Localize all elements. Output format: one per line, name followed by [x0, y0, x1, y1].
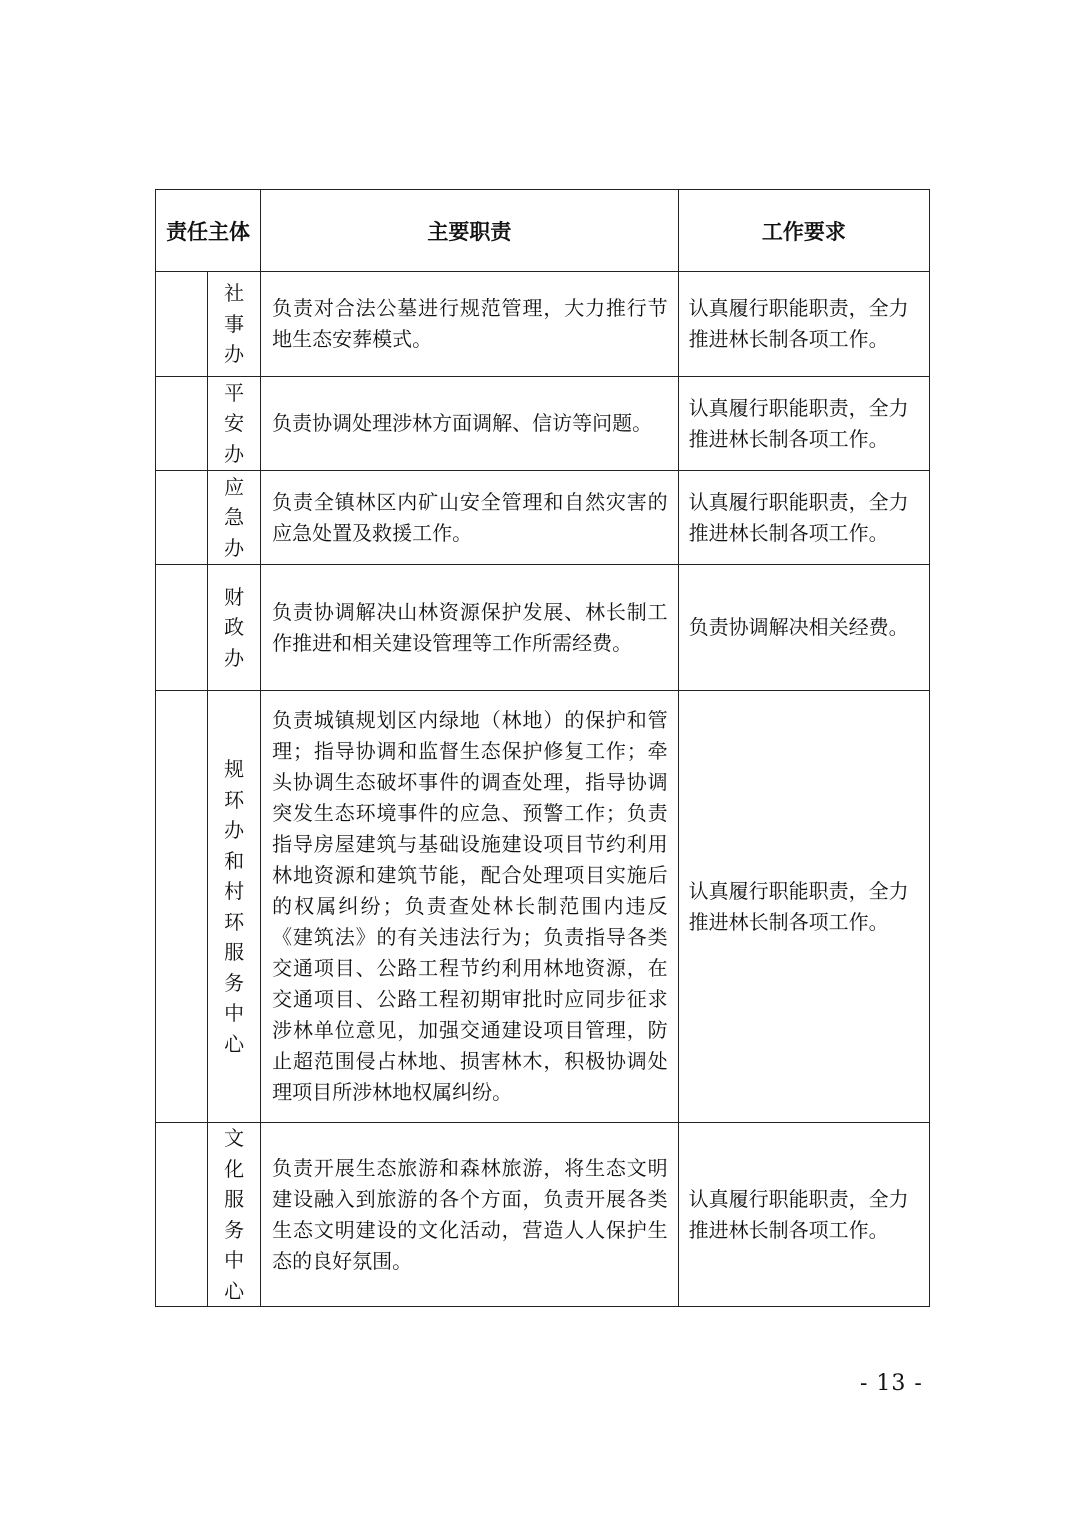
table-body	[156, 272, 930, 1307]
requirement-text: 负责协调解决相关经费。	[688, 615, 909, 639]
entity-name-char: 化	[224, 1156, 245, 1181]
entity-name-char: 心	[224, 1031, 245, 1056]
entity-name-char: 服	[224, 1187, 245, 1211]
duty-text: 负责城镇规划区内绿地（林地）的保护和管理；指导协调和监督生态保护修复工作；牵头协调生态破坏事件的调查处理，指导协调突发生态环境事件的应急、预警工作；负责指导房屋建筑与基础设施建设项目节约利用林地资源和建筑节能，配合处理项目实施后的权属纠纷；负责查处林长制范围内违反《建筑法》的有关违法行为；负责指导各类交通项目、公路工程节约利用林地资源，在交通项目、公路工程初期审批时应同步征求涉林单位意见，加强交通建设项目管理，防止超范围侵占林地、损害林木，积极协调处理项目所涉林地权属纠纷。	[272, 708, 668, 1104]
duty-text: 负责开展生态旅游和森林旅游，将生态文明建设融入到旅游的各个方面，负责开展各类生态文明建设的文化活动，营造人人保护生态的良好氛围。	[272, 1155, 668, 1273]
duty-cell	[261, 471, 679, 565]
duty-text: 负责协调解决山林资源保护发展、林长制工作推进和相关建设管理等工作所需经费。	[272, 599, 668, 655]
entity-name-char: 政	[224, 615, 245, 640]
entity-name-char: 办	[224, 535, 245, 560]
duty-cell	[261, 691, 679, 1123]
entity-group-cell	[156, 565, 208, 691]
page-number: - 13 -	[860, 1371, 923, 1396]
entity-name-char: 办	[224, 645, 245, 670]
entity-group-cell	[156, 471, 208, 565]
entity-name	[208, 582, 260, 674]
requirement-text: 认真履行职能职责，全力推进林长制各项工作。	[688, 878, 909, 934]
requirement-cell	[678, 377, 929, 471]
entity-name-cell	[208, 565, 261, 691]
requirement-text: 认真履行职能职责，全力推进林长制各项工作。	[688, 395, 909, 451]
requirement-cell	[678, 691, 929, 1123]
table-row	[156, 691, 930, 1123]
duty-text: 负责协调处理涉林方面调解、信访等问题。	[272, 411, 653, 435]
entity-name	[208, 472, 260, 564]
entity-name-char: 和	[224, 848, 245, 873]
table-row	[156, 272, 930, 377]
entity-name-char: 心	[224, 1278, 245, 1303]
entity-name-char: 社	[224, 281, 245, 306]
entity-name	[208, 278, 260, 370]
entity-name-char: 中	[224, 1248, 245, 1272]
entity-name-char: 办	[224, 342, 245, 367]
entity-name-char: 事	[224, 311, 245, 336]
entity-name-char: 急	[224, 505, 245, 530]
entity-name-char: 务	[224, 970, 245, 995]
entity-name-cell	[208, 272, 261, 377]
responsibility-table	[155, 189, 930, 1307]
entity-name-cell	[208, 1123, 261, 1307]
entity-name-char: 安	[224, 411, 245, 436]
table-row	[156, 471, 930, 565]
duty-text: 负责全镇林区内矿山安全管理和自然灾害的应急处置及救援工作。	[272, 489, 668, 545]
entity-name-char: 中	[224, 1001, 245, 1025]
entity-name-char: 环	[224, 909, 245, 934]
requirement-cell	[678, 565, 929, 691]
requirement-text: 认真履行职能职责，全力推进林长制各项工作。	[688, 296, 909, 351]
entity-name	[208, 1123, 260, 1306]
entity-name-char: 应	[224, 474, 245, 499]
header-duty: 主要职责	[261, 190, 679, 272]
header-requirement: 工作要求	[678, 190, 929, 272]
header-entity: 责任主体	[156, 190, 261, 272]
entity-group-cell	[156, 1123, 208, 1307]
entity-group-cell	[156, 377, 208, 471]
entity-group-cell	[156, 691, 208, 1123]
table-row	[156, 1123, 930, 1307]
entity-name-char: 办	[224, 441, 245, 466]
requirement-cell	[678, 1123, 929, 1307]
requirement-text: 认真履行职能职责，全力推进林长制各项工作。	[688, 489, 909, 545]
entity-name-char: 规	[224, 757, 245, 781]
entity-name-char: 文	[224, 1126, 245, 1150]
requirement-text: 认真履行职能职责，全力推进林长制各项工作。	[688, 1186, 909, 1242]
entity-name-char: 平	[224, 380, 245, 405]
duty-cell	[261, 1123, 679, 1307]
duty-cell	[261, 377, 679, 471]
entity-name-char: 务	[224, 1217, 245, 1242]
table-header-row	[156, 190, 930, 272]
entity-name-char: 服	[224, 940, 245, 964]
entity-name	[208, 378, 260, 470]
entity-name-char: 财	[224, 584, 245, 609]
table-row	[156, 377, 930, 471]
table-row	[156, 565, 930, 691]
requirement-cell	[678, 272, 929, 377]
entity-name	[208, 754, 260, 1059]
entity-name-char: 环	[224, 787, 245, 812]
duty-cell	[261, 565, 679, 691]
entity-name-char: 办	[224, 818, 245, 842]
entity-name-char: 村	[224, 879, 245, 903]
duty-text: 负责对合法公墓进行规范管理，大力推行节地生态安葬模式。	[272, 296, 668, 351]
entity-name-cell	[208, 377, 261, 471]
requirement-cell	[678, 471, 929, 565]
duty-cell	[261, 272, 679, 377]
entity-name-cell	[208, 471, 261, 565]
entity-name-cell	[208, 691, 261, 1123]
entity-group-cell	[156, 272, 208, 377]
